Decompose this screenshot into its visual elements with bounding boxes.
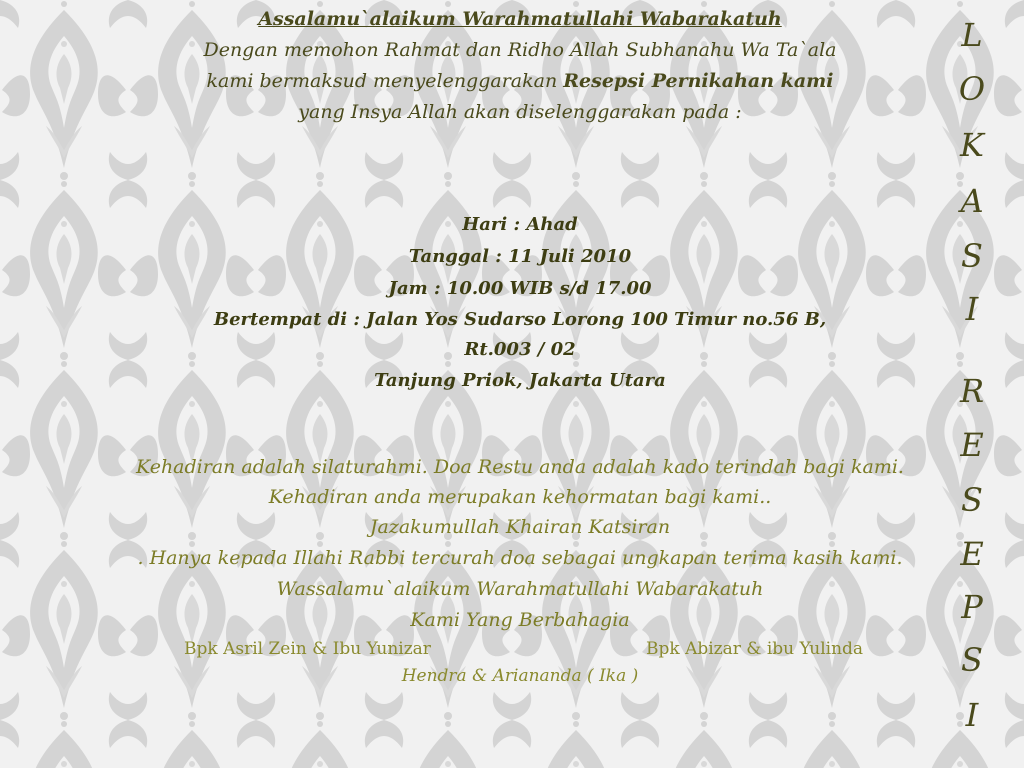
closing-line-6: Kami Yang Berbahagia bbox=[410, 609, 630, 631]
bride-groom-parents-left: Bpk Asril Zein & Ibu Yunizar bbox=[184, 639, 431, 659]
closing-line-5: Wassalamu`alaikum Warahmatullahi Wabarakatuh bbox=[276, 578, 764, 600]
side-title-letter: A bbox=[960, 182, 984, 220]
side-title-letter: I bbox=[965, 696, 979, 734]
event-date: Tanggal : 11 Juli 2010 bbox=[408, 246, 632, 267]
greeting-line: Assalamu`alaikum Warahmatullahi Wabarakatuh bbox=[258, 8, 782, 30]
event-day: Hari : Ahad bbox=[462, 214, 578, 235]
couple-names: Hendra & Ariananda ( Ika ) bbox=[401, 666, 639, 686]
side-title-letter: S bbox=[961, 237, 983, 275]
intro-line-2 bbox=[0, 70, 1024, 92]
reception-highlight: Resepsi Pernikahan kami bbox=[563, 70, 834, 92]
side-title-letter: E bbox=[960, 426, 984, 464]
event-venue-line-3: Tanjung Priok, Jakarta Utara bbox=[374, 370, 666, 391]
side-title-letter: R bbox=[959, 372, 985, 410]
closing-line-3: Jazakumullah Khairan Katsiran bbox=[369, 516, 671, 538]
closing-line-2: Kehadiran anda merupakan kehormatan bagi kami.. bbox=[268, 486, 772, 508]
event-venue-line-1: Bertempat di : Jalan Yos Sudarso Lorong 100 Timur no.56 B, bbox=[213, 309, 827, 330]
closing-line-4: . Hanya kepada Illahi Rabbi tercurah doa sebagai ungkapan terima kasih kami. bbox=[137, 547, 903, 569]
side-title-letter: P bbox=[961, 588, 983, 626]
side-title-letter: S bbox=[961, 641, 983, 679]
closing-line-1: Kehadiran adalah silaturahmi. Doa Restu anda adalah kado terindah bagi kami. bbox=[136, 456, 904, 478]
intro-line-1: Dengan memohon Rahmat dan Ridho Allah Subhanahu Wa Ta`ala bbox=[203, 39, 837, 61]
event-venue-line-2: Rt.003 / 02 bbox=[464, 339, 576, 360]
event-time: Jam : 10.00 WIB s/d 17.00 bbox=[388, 278, 652, 299]
intro-line-2-text: kami bermaksud menyelenggarakan bbox=[206, 70, 564, 92]
side-title-letter: I bbox=[965, 290, 979, 328]
side-title-letter: L bbox=[961, 16, 983, 54]
bride-groom-parents-right: Bpk Abizar & ibu Yulinda bbox=[646, 639, 864, 659]
side-title-letter: K bbox=[960, 126, 984, 164]
side-title-letter: S bbox=[961, 481, 983, 519]
side-title-letter: O bbox=[958, 70, 986, 108]
intro-line-3: yang Insya Allah akan diselenggarakan pada : bbox=[298, 101, 742, 123]
side-title-letter: E bbox=[960, 535, 984, 573]
